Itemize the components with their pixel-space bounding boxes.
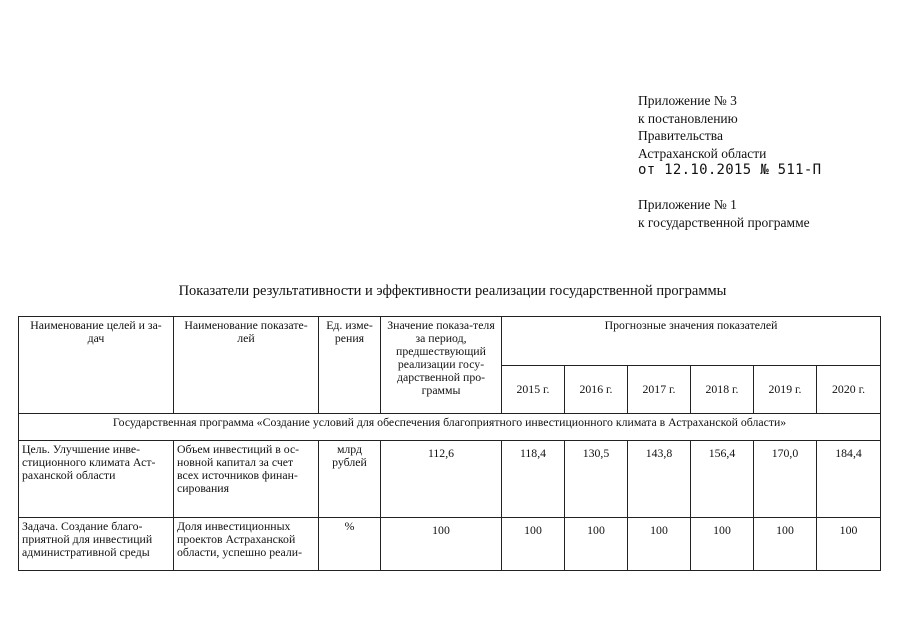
header-year: 2016 г. xyxy=(565,365,628,414)
forecast-value-cell: 100 xyxy=(754,518,817,571)
header-year: 2015 г. xyxy=(502,365,565,414)
header-goal: Наименование целей и за-дач xyxy=(19,317,174,414)
appendix-3-line: Правительства xyxy=(638,128,723,143)
goal-cell: Цель. Улучшение инве-стиционного климата Аст-раханской области xyxy=(19,441,174,518)
forecast-value-cell: 100 xyxy=(628,518,691,571)
header-year: 2018 г. xyxy=(691,365,754,414)
forecast-value-cell: 170,0 xyxy=(754,441,817,518)
appendix-1-line: Приложение № 1 xyxy=(638,197,737,212)
appendix-3-line: Приложение № 3 xyxy=(638,93,737,108)
header-year: 2017 г. xyxy=(628,365,691,414)
header-year: 2020 г. xyxy=(817,365,881,414)
header-previous-value: Значение показа-теля за период, предшествующий реализации госу-дарственной про-граммы xyxy=(381,317,502,414)
previous-value-cell: 112,6 xyxy=(381,441,502,518)
indicators-table xyxy=(18,316,881,571)
program-title: Государственная программа «Создание условий для обеспечения благоприятного инвестиционного климата в Астраханской области» xyxy=(19,414,881,441)
program-row xyxy=(19,414,881,441)
forecast-value-cell: 100 xyxy=(691,518,754,571)
unit-cell: % xyxy=(319,518,381,571)
header-forecast: Прогнозные значения показателей xyxy=(502,317,881,366)
resolution-date-number: от 12.10.2015 № 511-П xyxy=(638,162,822,178)
appendix-1-block xyxy=(638,196,810,231)
appendix-3-block xyxy=(638,92,821,180)
forecast-value-cell: 156,4 xyxy=(691,441,754,518)
appendix-3-line: к постановлению xyxy=(638,110,738,126)
appendix-1-line: к государственной программе xyxy=(638,214,810,230)
header-year: 2019 г. xyxy=(754,365,817,414)
forecast-value-cell: 130,5 xyxy=(565,441,628,518)
forecast-value-cell: 100 xyxy=(565,518,628,571)
forecast-value-cell: 143,8 xyxy=(628,441,691,518)
indicator-cell: Доля инвестиционных проектов Астраханской области, успешно реали- xyxy=(174,518,319,571)
forecast-value-cell: 100 xyxy=(502,518,565,571)
goal-cell: Задача. Создание благо-приятной для инвестиций административной среды xyxy=(19,518,174,571)
header-indicator: Наименование показате-лей xyxy=(174,317,319,414)
forecast-value-cell: 118,4 xyxy=(502,441,565,518)
previous-value-cell: 100 xyxy=(381,518,502,571)
table-row xyxy=(19,441,881,518)
document-title: Показатели результативности и эффективности реализации государственной программы xyxy=(178,283,727,299)
forecast-value-cell: 100 xyxy=(817,518,881,571)
indicator-cell: Объем инвестиций в ос-новной капитал за счет всех источников финан-сирования xyxy=(174,441,319,518)
header-row xyxy=(19,317,881,366)
header-unit: Ед. изме-рения xyxy=(319,317,381,414)
unit-cell: млрд рублей xyxy=(319,441,381,518)
forecast-value-cell: 184,4 xyxy=(817,441,881,518)
table-row xyxy=(19,518,881,571)
appendix-3-line: Астраханской области xyxy=(638,145,767,161)
